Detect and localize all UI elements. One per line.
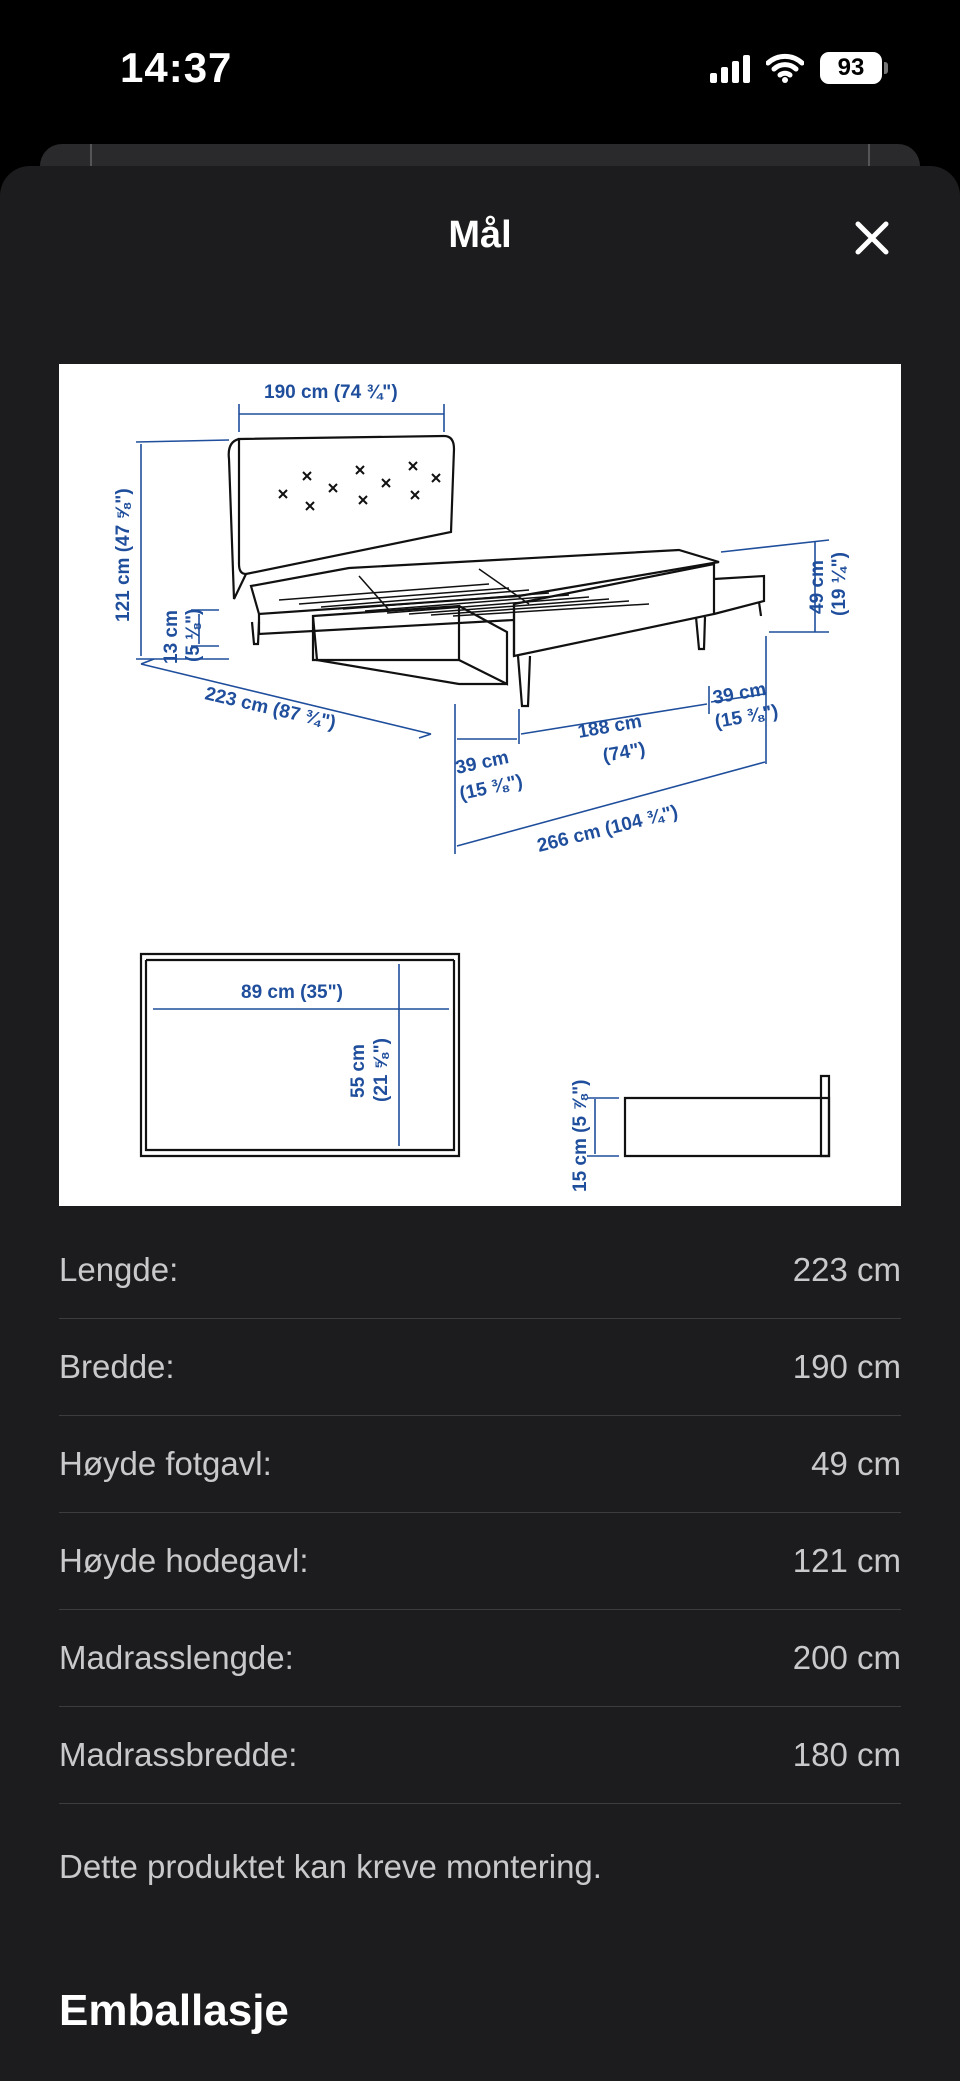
- dimension-row-footboard-height: [59, 1416, 901, 1513]
- status-bar: [0, 0, 960, 140]
- status-icons: [710, 52, 882, 84]
- diagram-leg-height-in: (5 ⅛"): [183, 608, 204, 662]
- sheet-title: Mål: [448, 214, 512, 256]
- cellular-signal-icon: [710, 53, 750, 83]
- battery-icon: 93: [820, 52, 882, 84]
- diagram-inner-width-cm: 188 cm: [576, 711, 644, 743]
- diagram-drawer-left-in: (15 ⅜"): [457, 771, 525, 805]
- dimension-value: 49 cm: [811, 1445, 901, 1482]
- dimensions-list: [59, 1222, 901, 1804]
- dimension-value: 180 cm: [792, 1736, 901, 1773]
- diagram-length: 223 cm (87 ¾"): [202, 683, 338, 734]
- dimension-value: 200 cm: [792, 1639, 901, 1676]
- close-button[interactable]: [850, 216, 894, 260]
- dimension-label: Madrasslengde:: [59, 1639, 294, 1676]
- diagram-drawer-right-cm: 39 cm: [711, 678, 768, 709]
- packaging-heading: Emballasje: [59, 1986, 289, 2035]
- diagram-drawer-left-cm: 39 cm: [453, 747, 511, 779]
- diagram-top-width: 190 cm (74 ¾"): [264, 382, 398, 403]
- dimension-label: Lengde:: [59, 1251, 179, 1288]
- diagram-drawer-depth-cm: 55 cm: [348, 1044, 369, 1098]
- dimension-label: Madrassbredde:: [59, 1736, 298, 1773]
- dimension-label: Høyde hodegavl:: [59, 1542, 309, 1579]
- dimension-row-length: [59, 1222, 901, 1319]
- diagram-leg-height-cm: 13 cm: [161, 610, 182, 664]
- dimension-label: Bredde:: [59, 1348, 175, 1385]
- assembly-note: Dette produktet kan kreve montering.: [59, 1848, 602, 1885]
- diagram-drawer-depth-in: (21 ⅝"): [371, 1038, 392, 1102]
- diagram-total-width: 266 cm (104 ¾"): [535, 801, 681, 857]
- dimension-row-width: [59, 1319, 901, 1416]
- dimension-row-mattress-length: [59, 1610, 901, 1707]
- dimension-row-mattress-width: [59, 1707, 901, 1804]
- diagram-drawer-width: 89 cm (35"): [241, 982, 343, 1003]
- diagram-footboard-height-cm: 49 cm: [807, 560, 828, 614]
- bed-dimension-illustration: [59, 364, 901, 1206]
- dimension-diagram: [59, 364, 901, 1206]
- dimension-value: 121 cm: [792, 1542, 901, 1579]
- wifi-icon: [766, 53, 804, 83]
- dimension-row-headboard-height: [59, 1513, 901, 1610]
- diagram-footboard-height-in: (19 ¼"): [829, 552, 850, 616]
- status-time: 14:37: [120, 44, 233, 91]
- dimension-value: 190 cm: [792, 1348, 901, 1385]
- diagram-headboard-height: 121 cm (47 ⅝"): [113, 488, 134, 622]
- diagram-inner-width-in: (74"): [601, 738, 648, 767]
- diagram-drawer-right-in: (15 ⅜"): [713, 701, 780, 733]
- dimension-value: 223 cm: [792, 1251, 901, 1288]
- diagram-drawer-height: 15 cm (5 ⅞"): [570, 1079, 591, 1192]
- dimension-label: Høyde fotgavl:: [59, 1445, 272, 1482]
- close-icon: [850, 216, 894, 260]
